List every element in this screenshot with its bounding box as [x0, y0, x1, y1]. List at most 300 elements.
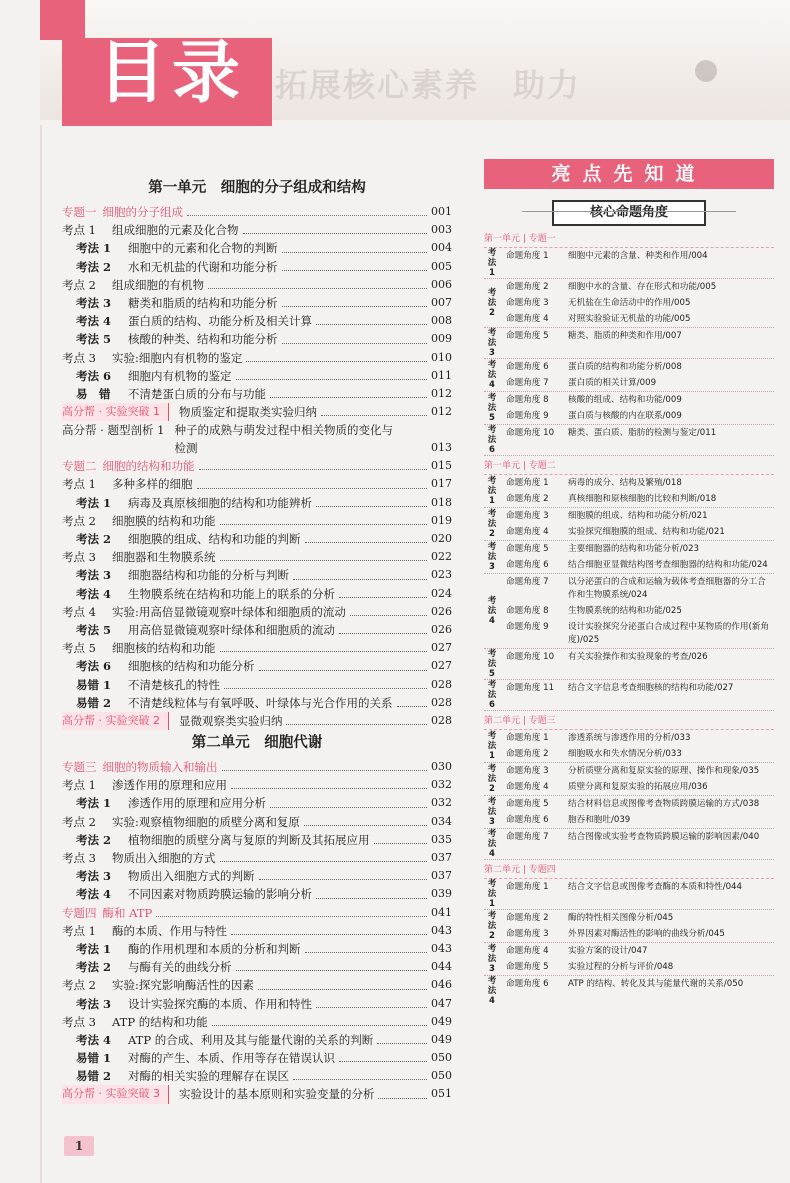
angle-text: 结合图像或实验考查物质跨膜运输的影响因素/040	[568, 831, 760, 842]
angle-label: 命题角度 3	[506, 928, 549, 939]
method-label: 考 法 4	[487, 829, 497, 859]
angle-item[interactable]	[506, 680, 774, 696]
angle-item[interactable]	[506, 796, 774, 812]
method-block	[484, 279, 774, 328]
angle-text: 有关实验操作和实验现象的考查/026	[568, 651, 708, 662]
toc-entry[interactable]	[62, 976, 452, 994]
angle-item[interactable]	[506, 425, 774, 441]
toc-page: 030	[431, 760, 452, 774]
toc-text: 实验:探究影响酶活性的因素	[112, 978, 254, 993]
toc-entry[interactable]	[62, 1031, 452, 1049]
leader-dots	[378, 1085, 427, 1098]
toc-entry[interactable]	[62, 885, 452, 903]
toc-page: 032	[431, 796, 452, 810]
leader-dots	[231, 922, 427, 935]
angle-text: 生物膜系统的结构和功能/025	[568, 605, 682, 616]
toc-label: 考点 2	[62, 814, 96, 829]
method-block	[484, 359, 774, 392]
toc-entry[interactable]	[62, 621, 452, 639]
angle-label: 命题角度 4	[506, 945, 549, 956]
toc-entry[interactable]	[62, 548, 452, 566]
angle-item[interactable]	[506, 475, 774, 491]
method-label: 考 法 1	[487, 731, 497, 761]
toc-entry[interactable]	[62, 385, 452, 403]
toc-label: 高分帮 · 题型剖析 1	[62, 423, 165, 438]
angle-label: 命题角度 6	[506, 361, 549, 372]
toc-entry[interactable]	[62, 831, 452, 849]
leader-dots	[246, 349, 427, 362]
toc-page: 046	[431, 978, 452, 992]
angle-text: 结合文字信息考查细胞核的结构和功能/027	[568, 682, 734, 693]
toc-entry[interactable]	[62, 512, 452, 530]
angle-item[interactable]	[506, 812, 774, 828]
highlights-panel	[484, 159, 774, 1006]
leader-dots	[220, 548, 428, 561]
leader-dots	[258, 976, 427, 989]
angle-item[interactable]	[506, 524, 774, 540]
divider	[522, 211, 736, 212]
toc-text: 不清楚蛋白质的分布与功能	[128, 386, 266, 401]
toc-text: 细胞内有机物的鉴定	[128, 368, 232, 383]
toc-page: 017	[431, 477, 452, 491]
toc-entry[interactable]	[62, 457, 452, 475]
toc-page: 005	[431, 259, 452, 273]
angle-list	[506, 910, 774, 942]
angle-label: 命题角度 6	[506, 559, 549, 570]
method-block	[484, 796, 774, 829]
angle-label: 命题角度 11	[506, 682, 555, 693]
angle-item[interactable]	[506, 359, 774, 375]
method-block	[484, 763, 774, 796]
toc-label: 考法 2	[76, 532, 112, 546]
angle-text: 细胞中水的含量、存在形式和功能/005	[568, 281, 717, 292]
page-number: 1	[64, 1136, 94, 1156]
margin-line	[40, 125, 42, 1183]
angle-item[interactable]	[506, 619, 774, 648]
toc-text: 物质出入细胞的方式	[112, 851, 216, 865]
angle-label: 命题角度 5	[506, 330, 549, 341]
section-label: 第二单元 | 专题四	[484, 863, 774, 879]
toc-page: 026	[431, 604, 452, 618]
toc-text: 细胞的结构和功能	[102, 459, 195, 474]
toc-text-line: 检测	[174, 441, 198, 456]
leader-dots	[377, 1031, 427, 1044]
toc-entry[interactable]	[62, 330, 452, 348]
method-label: 考 法 1	[487, 248, 497, 278]
toc-page: 050	[431, 1051, 452, 1065]
toc-label: 考点 1	[62, 223, 96, 238]
toc-text: 物质出入细胞方式的判断	[128, 869, 255, 884]
angle-text: 分析质壁分离和复原实验的原理、操作和现象/035	[568, 765, 760, 776]
angle-text: 蛋白质的相关计算/009	[568, 377, 657, 388]
toc-entry[interactable]	[62, 566, 452, 584]
toc-entry[interactable]	[62, 776, 452, 794]
angle-item[interactable]	[506, 730, 774, 746]
angle-label: 命题角度 1	[506, 881, 549, 892]
leader-dots	[339, 621, 427, 634]
toc-entry[interactable]	[62, 294, 452, 312]
toc-label: 考法 3	[76, 568, 112, 583]
toc-page: 019	[431, 513, 452, 527]
toc-text: 细胞器和生物膜系统	[112, 550, 216, 565]
leader-dots	[224, 676, 427, 689]
angle-text: 核酸的组成、结构和功能/009	[568, 394, 682, 405]
leader-dots	[305, 940, 428, 953]
toc-entry[interactable]	[62, 494, 452, 512]
toc-entry[interactable]	[62, 421, 452, 457]
highlights-subheading: 核心命题角度	[552, 200, 706, 226]
leader-dots	[293, 566, 427, 579]
toc-entry[interactable]	[62, 940, 452, 958]
angle-text: 以分泌蛋白的合成和运输为载体考查细胞器的分工合作和生物膜系统/024	[568, 576, 766, 600]
angle-text: 糖类、蛋白质、脂肪的检测与鉴定/011	[568, 427, 717, 438]
toc-text: 实验设计的基本原则和实验变量的分析	[178, 1087, 375, 1102]
angle-text: 设计实验探究分泌蛋白合成过程中某物质的作用(新角度)/025	[568, 621, 770, 645]
angle-item[interactable]	[506, 375, 774, 391]
leader-dots	[199, 457, 428, 470]
leader-dots	[350, 603, 427, 616]
angle-label: 命题角度 3	[506, 765, 549, 776]
toc-entry[interactable]	[62, 312, 452, 330]
toc-entry[interactable]	[62, 239, 452, 257]
angle-text: 糖类、脂质的种类和作用/007	[568, 330, 682, 341]
toc-page: 004	[431, 241, 452, 255]
section-label: 第一单元 | 专题一	[484, 232, 774, 248]
toc-entry[interactable]	[62, 758, 452, 776]
toc-text: 生物膜系统在结构和功能上的联系的分析	[128, 586, 335, 601]
toc-label: 易错 1	[76, 1051, 112, 1066]
method-label: 考 法 1	[487, 879, 497, 909]
leader-dots	[208, 276, 427, 289]
toc-text: 细胞的物质输入和输出	[102, 760, 218, 775]
toc-entry[interactable]	[62, 603, 452, 621]
method-label: 考 法 2	[487, 764, 497, 794]
toc-entry[interactable]	[62, 867, 452, 885]
angle-label: 命题角度 10	[506, 427, 555, 438]
angle-item[interactable]	[506, 248, 774, 264]
angle-item[interactable]	[506, 763, 774, 779]
leader-dots	[270, 385, 427, 398]
toc-label: 易错 1	[76, 677, 112, 692]
toc-entry[interactable]	[62, 694, 452, 712]
angle-label: 命题角度 2	[506, 912, 549, 923]
toc-page: 003	[431, 223, 452, 237]
method-block	[484, 328, 774, 359]
toc-page: 026	[431, 622, 452, 636]
toc-label: 考点 1	[62, 477, 96, 492]
angle-item[interactable]	[506, 943, 774, 959]
method-label: 考 法 3	[487, 542, 497, 572]
angle-item[interactable]	[506, 976, 774, 992]
angle-item[interactable]	[506, 295, 774, 311]
leader-dots	[316, 885, 427, 898]
toc-text: 水和无机盐的代谢和功能分析	[128, 259, 278, 274]
toc-label: 考点 1	[62, 923, 96, 938]
angle-item[interactable]	[506, 746, 774, 762]
toc-text: 对酶的产生、本质、作用等存在错误认识	[128, 1051, 335, 1066]
toc-entry[interactable]	[62, 657, 452, 675]
angle-list	[506, 976, 774, 1006]
toc-entry[interactable]	[62, 676, 452, 694]
toc-entry[interactable]	[62, 712, 452, 730]
leader-dots	[212, 1013, 427, 1026]
leader-dots	[222, 758, 428, 771]
toc-text: 显微观察类实验归纳	[178, 713, 283, 728]
toc-entry[interactable]	[62, 995, 452, 1013]
toc-text: 实验:细胞内有机物的鉴定	[112, 350, 243, 365]
angle-item[interactable]	[506, 910, 774, 926]
angle-list	[506, 763, 774, 795]
method-label: 考 法 3	[487, 797, 497, 827]
angle-list	[506, 574, 774, 648]
toc-page: 012	[431, 386, 452, 400]
toc-label: 考法 1	[76, 495, 112, 510]
angle-item[interactable]	[506, 603, 774, 619]
angle-item[interactable]	[506, 311, 774, 327]
leader-dots	[305, 530, 428, 543]
toc-entry[interactable]	[62, 221, 452, 239]
leader-dots	[282, 239, 428, 252]
angle-text: 外界因素对酶活性的影响的曲线分析/045	[568, 928, 725, 939]
toc-label: 易错 2	[76, 1069, 112, 1084]
angle-text: 细胞吸水和失水情况分析/033	[568, 748, 682, 759]
angle-label: 命题角度 4	[506, 313, 549, 324]
leader-dots	[316, 494, 427, 507]
leader-dots	[316, 995, 427, 1008]
toc-label: 考法 1	[76, 796, 112, 811]
angle-list	[506, 943, 774, 975]
title-accent-tile	[40, 0, 85, 40]
angle-list	[506, 392, 774, 424]
angle-item[interactable]	[506, 574, 774, 603]
angle-item[interactable]	[506, 926, 774, 942]
angle-label: 命题角度 5	[506, 961, 549, 972]
toc-entry[interactable]	[62, 922, 452, 940]
toc-page: 008	[431, 314, 452, 328]
toc-label: 易 错	[76, 386, 111, 401]
angle-item[interactable]	[506, 392, 774, 408]
toc-page: 037	[431, 869, 452, 883]
angle-text: 渗透系统与渗透作用的分析/033	[568, 732, 691, 743]
toc-text: 细胞器结构和功能的分析与判断	[128, 568, 289, 583]
angle-label: 命题角度 8	[506, 394, 549, 405]
toc-label: 考法 6	[76, 368, 112, 383]
leader-dots	[282, 294, 428, 307]
toc-entry[interactable]	[62, 958, 452, 976]
toc-entry[interactable]	[62, 276, 452, 294]
toc-page: 010	[431, 350, 452, 364]
toc-text: 植物细胞的质壁分离与复原的判断及其拓展应用	[128, 832, 370, 847]
toc-text	[174, 421, 423, 457]
angle-text: 酶的特性相关图像分析/045	[568, 912, 674, 923]
toc-entry[interactable]	[62, 639, 452, 657]
toc-entry[interactable]	[62, 349, 452, 367]
toc-entry[interactable]	[62, 1049, 452, 1067]
toc-page: 006	[431, 277, 452, 291]
toc-entry[interactable]	[62, 403, 452, 421]
leader-dots	[187, 203, 427, 216]
angle-list	[506, 359, 774, 391]
leader-dots	[293, 1067, 427, 1080]
angle-text: 结合材料信息或图像考查物质跨膜运输的方式/038	[568, 798, 760, 809]
angle-text: ATP 的结构、转化及其与能量代谢的关系/050	[568, 978, 744, 989]
toc-page: 043	[431, 941, 452, 955]
angle-label: 命题角度 9	[506, 410, 549, 421]
method-label: 考 法 4	[487, 596, 497, 626]
toc-label: 考法 6	[76, 659, 112, 674]
leader-dots	[282, 258, 428, 271]
toc-text: 物质鉴定和提取类实验归纳	[178, 405, 317, 420]
method-block	[484, 574, 774, 649]
method-label: 考 法 2	[487, 911, 497, 941]
toc-entry[interactable]	[62, 258, 452, 276]
toc-label: 考法 5	[76, 622, 112, 637]
leader-dots	[259, 867, 428, 880]
toc-text: 细胞的分子组成	[102, 205, 183, 219]
highlights-sections	[484, 232, 774, 1006]
angle-item[interactable]	[506, 879, 774, 895]
angle-item[interactable]	[506, 328, 774, 344]
angle-list	[506, 680, 774, 710]
toc-label: 考法 4	[76, 887, 112, 902]
toc-label: 考点 3	[62, 350, 96, 365]
toc-entry[interactable]	[62, 904, 452, 922]
toc-label: 专题三	[62, 760, 97, 775]
toc-entry[interactable]	[62, 203, 452, 221]
toc-page: 041	[431, 905, 452, 919]
leader-dots	[220, 639, 428, 652]
angle-item[interactable]	[506, 508, 774, 524]
angle-label: 命题角度 9	[506, 621, 549, 632]
toc-page: 043	[431, 923, 452, 937]
method-block	[484, 475, 774, 508]
angle-item[interactable]	[506, 649, 774, 665]
angle-text: 细胞膜的组成、结构和功能分析/021	[568, 510, 708, 521]
toc-entry[interactable]	[62, 367, 452, 385]
toc-label: 考法 4	[76, 314, 112, 329]
unit-title: 第二单元 细胞代谢	[191, 734, 323, 752]
toc-label: 考点 1	[62, 778, 96, 793]
leader-dots	[339, 1049, 427, 1062]
angle-item[interactable]	[506, 408, 774, 424]
angle-label: 命题角度 2	[506, 493, 549, 504]
angle-list	[506, 829, 774, 859]
method-block	[484, 879, 774, 910]
angle-item[interactable]	[506, 557, 774, 573]
toc-text: 病毒及真原核细胞的结构和功能辨析	[128, 495, 312, 510]
leader-dots	[374, 831, 428, 844]
angle-text: 病毒的成分、结构及繁殖/018	[568, 477, 682, 488]
toc-text: 细胞膜的组成、结构和功能的判断	[128, 532, 301, 546]
toc-entry[interactable]	[62, 1013, 452, 1031]
toc-page: 013	[431, 441, 452, 455]
angle-list	[506, 508, 774, 540]
method-label: 考 法 5	[487, 649, 497, 679]
angle-label: 命题角度 2	[506, 748, 549, 759]
toc-text: ATP 的合成、利用及其与能量代谢的关系的判断	[128, 1032, 374, 1047]
angle-text: 质壁分离和复原实验的拓展应用/036	[568, 781, 708, 792]
toc-label: 考法 1	[76, 941, 112, 956]
angle-text: 实验方案的设计/047	[568, 945, 648, 956]
angle-item[interactable]	[506, 279, 774, 295]
method-block	[484, 541, 774, 574]
method-block	[484, 910, 774, 943]
angle-list	[506, 730, 774, 762]
toc-label: 考点 3	[62, 550, 96, 565]
toc-entry[interactable]	[62, 849, 452, 867]
method-label: 考 法 2	[487, 288, 497, 318]
toc-label: 考法 2	[76, 960, 112, 975]
angle-item[interactable]	[506, 959, 774, 975]
toc-page: 051	[431, 1087, 452, 1101]
angle-item[interactable]	[506, 829, 774, 845]
toc-page: 022	[431, 550, 452, 564]
toc-page: 007	[431, 295, 452, 309]
toc-label: 考法 3	[76, 295, 112, 310]
toc-text: 细胞核的结构和功能分析	[128, 659, 255, 674]
toc-text: 组成细胞的有机物	[112, 277, 204, 292]
toc-page: 020	[431, 532, 452, 545]
toc-text-line: 种子的成熟与萌发过程中相关物质的变化与	[174, 423, 393, 438]
toc-entry[interactable]	[62, 794, 452, 812]
toc-text: 细胞核的结构和功能	[112, 641, 216, 656]
toc-page: 023	[431, 568, 452, 582]
angle-list	[506, 649, 774, 679]
toc-page: 047	[431, 996, 452, 1010]
angle-label: 命题角度 1	[506, 250, 549, 261]
toc-entry[interactable]	[62, 585, 452, 603]
angle-label: 命题角度 6	[506, 978, 549, 989]
toc-entry[interactable]	[62, 530, 452, 548]
method-block	[484, 248, 774, 279]
toc-text: 组成细胞的元素及化合物	[112, 223, 239, 238]
method-label: 考 法 6	[487, 425, 497, 455]
toc-text: 用高倍显微镜观察叶绿体和细胞质的流动	[128, 622, 335, 637]
toc-text: 蛋白质的结构、功能分析及相关计算	[128, 314, 312, 329]
toc-page: 032	[431, 778, 452, 792]
toc-text: 不清楚线粒体与有氧呼吸、叶绿体与光合作用的关系	[128, 695, 393, 710]
toc-label: 专题二	[62, 459, 97, 474]
leader-dots	[231, 776, 427, 789]
leader-dots	[220, 512, 428, 525]
toc-label: 考点 2	[62, 277, 96, 292]
method-label: 考 法 2	[487, 509, 497, 539]
toc-page: 034	[431, 814, 452, 828]
angle-item[interactable]	[506, 491, 774, 507]
leader-dots	[339, 585, 427, 598]
angle-label: 命题角度 5	[506, 543, 549, 554]
angle-text: 实验探究细胞膜的组成、结构和功能/021	[568, 526, 725, 537]
angle-list	[506, 541, 774, 573]
table-of-contents	[62, 175, 452, 1104]
toc-text: 不同因素对物质跨膜运输的影响分析	[128, 887, 312, 902]
toc-entry[interactable]	[62, 813, 452, 831]
toc-entry[interactable]	[62, 1085, 452, 1103]
angle-label: 命题角度 2	[506, 281, 549, 292]
angle-list	[506, 475, 774, 507]
method-block	[484, 425, 774, 456]
toc-entry[interactable]	[62, 1067, 452, 1085]
leader-dots	[282, 330, 428, 343]
angle-item[interactable]	[506, 541, 774, 557]
toc-text: 渗透作用的原理和应用分析	[128, 796, 266, 811]
angle-item[interactable]	[506, 779, 774, 795]
unit-title: 第一单元 细胞的分子组成和结构	[148, 179, 366, 196]
toc-entry[interactable]	[62, 475, 452, 493]
section-label: 第一单元 | 专题二	[484, 459, 774, 475]
toc-page: 009	[431, 332, 452, 346]
toc-page: 050	[431, 1069, 452, 1083]
